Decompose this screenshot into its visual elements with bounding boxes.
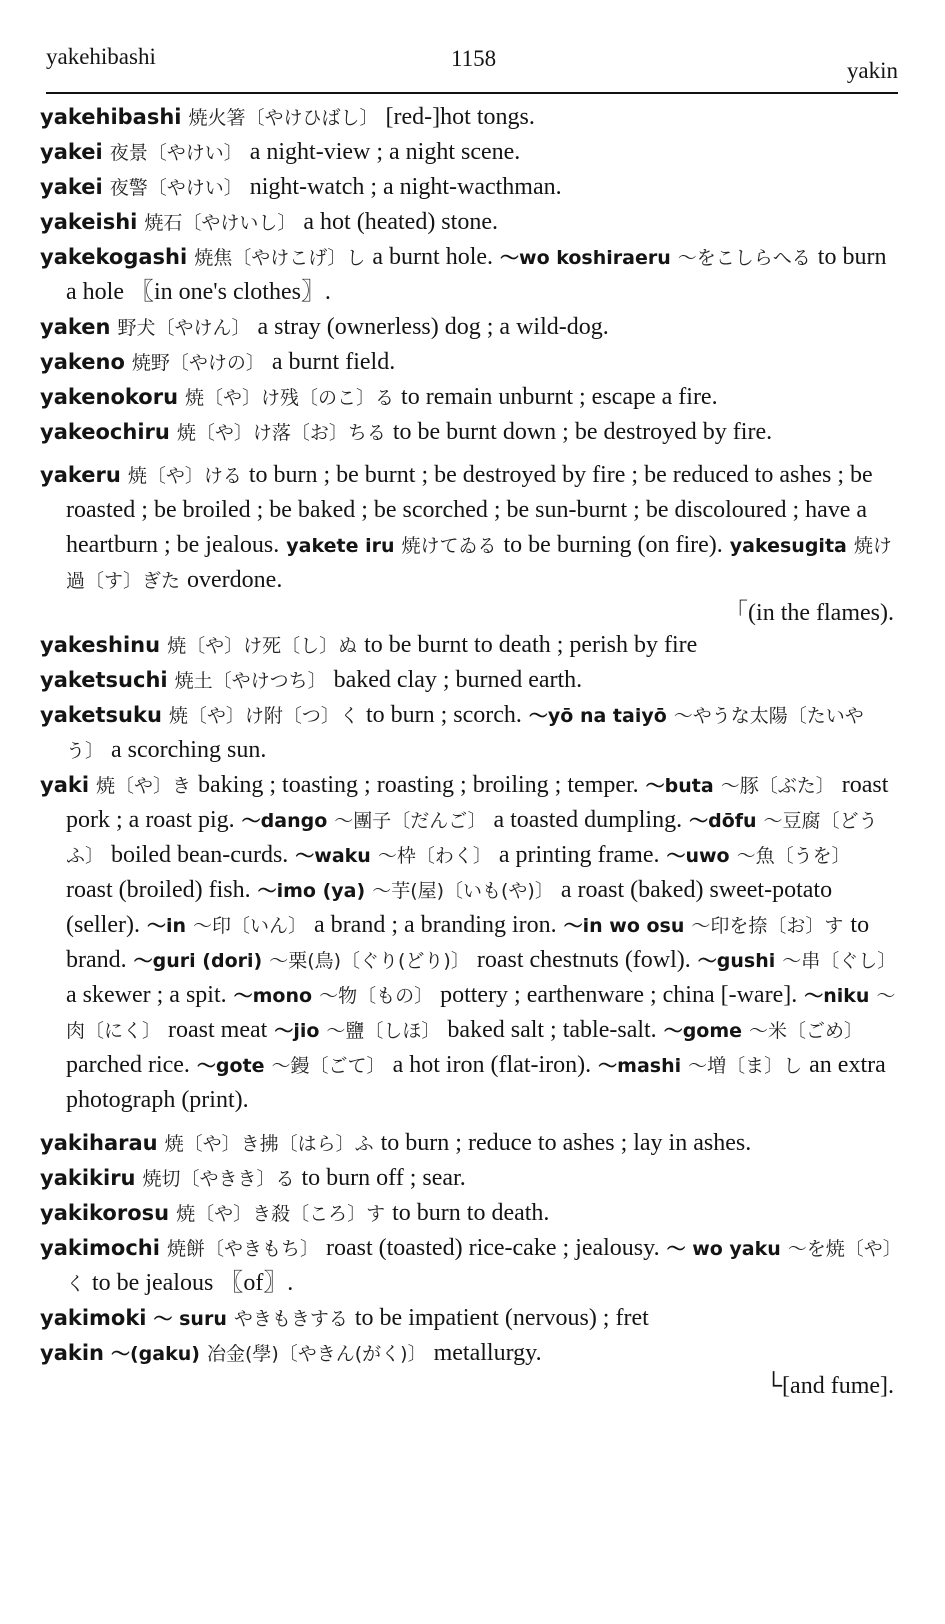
phrase-definition: roast meat bbox=[168, 1017, 268, 1043]
headword: yaketsuchi bbox=[40, 668, 168, 692]
headword: yakin bbox=[40, 1341, 104, 1365]
phrase-definition: a skewer ; a spit. bbox=[66, 982, 227, 1008]
japanese: 焼〔や〕き bbox=[96, 775, 192, 797]
phrase-japanese: ～肉〔にく〕 bbox=[66, 985, 896, 1042]
phrase: ～imo (ya) bbox=[257, 880, 366, 902]
entry bbox=[40, 458, 900, 628]
entry bbox=[40, 135, 900, 170]
phrase-japanese: ～豚〔ぶた〕 bbox=[720, 775, 835, 797]
phrase: ～mono bbox=[233, 985, 313, 1007]
phrase: ～in wo osu bbox=[563, 915, 685, 937]
phrase-japanese: ～串〔ぐし〕 bbox=[782, 950, 897, 972]
phrase-definition: roast chestnuts (fowl). bbox=[476, 947, 691, 973]
entry bbox=[40, 310, 900, 345]
entry bbox=[40, 205, 900, 240]
japanese: 焼餅〔やきもち〕 bbox=[166, 1238, 319, 1260]
japanese: 焼〔や〕ける bbox=[127, 465, 242, 487]
definition: baked clay ; burned earth. bbox=[333, 667, 583, 693]
japanese: 焼〔や〕け落〔お〕ちる bbox=[176, 422, 386, 444]
phrase: ～ suru bbox=[153, 1308, 227, 1330]
headword: yakei bbox=[40, 175, 103, 199]
page-number: 1158 bbox=[451, 46, 497, 71]
phrase-definition: to be jealous 〖of〗. bbox=[92, 1270, 294, 1296]
continuation-note: 「(in the flames). bbox=[724, 600, 894, 626]
phrase: ～waku bbox=[295, 845, 371, 867]
phrase-japanese: ～やうな太陽〔たいやう〕 bbox=[66, 705, 864, 762]
headword: yakiharau bbox=[40, 1131, 158, 1155]
definition: metallurgy. bbox=[433, 1340, 542, 1366]
phrase-japanese: ～芋(屋)〔いも(や)〕 bbox=[372, 880, 554, 902]
headword: yakimoki bbox=[40, 1306, 147, 1330]
japanese: 焼野〔やけの〕 bbox=[131, 352, 265, 374]
phrase: ～in bbox=[146, 915, 187, 937]
entry bbox=[40, 380, 900, 415]
headword: yakeochiru bbox=[40, 420, 170, 444]
phrase: ～uwo bbox=[666, 845, 730, 867]
entry bbox=[40, 100, 900, 135]
phrase-definition: roast pork ; a roast pig. bbox=[66, 772, 889, 833]
phrase-japanese: ～を焼〔や〕く bbox=[66, 1238, 893, 1295]
entry-list bbox=[40, 100, 900, 1401]
phrase: ～wo koshiraeru bbox=[500, 247, 671, 269]
definition: baking ; toasting ; roasting ; broiling ; temper. bbox=[198, 772, 639, 798]
phrase-definition: pottery ; earthenware ; china [-ware]. bbox=[440, 982, 798, 1008]
phrase-definition: boiled bean-curds. bbox=[111, 842, 289, 868]
entry bbox=[40, 768, 900, 1118]
definition: to burn to death. bbox=[392, 1200, 550, 1226]
phrase-definition: a hot iron (flat-iron). bbox=[392, 1052, 592, 1078]
japanese: 焼火箸〔やけひばし〕 bbox=[188, 107, 379, 129]
headword: yakenokoru bbox=[40, 385, 179, 409]
definition: a hot (heated) stone. bbox=[303, 209, 498, 235]
phrase: yakete iru bbox=[286, 535, 395, 557]
definition: to be burnt to death ; perish by fire bbox=[364, 632, 698, 658]
phrase-definition: parched rice. bbox=[66, 1052, 190, 1078]
definition: to burn ; reduce to ashes ; lay in ashes. bbox=[380, 1130, 752, 1156]
definition: roast (toasted) rice-cake ; jealousy. bbox=[325, 1235, 660, 1261]
japanese: 焼切〔やきき〕る bbox=[142, 1168, 295, 1190]
headword: yakikorosu bbox=[40, 1201, 170, 1225]
entry bbox=[40, 1161, 900, 1196]
headword: yakikiru bbox=[40, 1166, 136, 1190]
entry bbox=[40, 1336, 900, 1401]
japanese: 焼土〔やけつち〕 bbox=[174, 670, 327, 692]
definition: to burn off ; sear. bbox=[301, 1165, 466, 1191]
phrase-japanese: ～枠〔わく〕 bbox=[377, 845, 492, 867]
japanese: 夜景〔やけい〕 bbox=[109, 142, 243, 164]
phrase-definition: baked salt ; table-salt. bbox=[447, 1017, 657, 1043]
phrase: ～buta bbox=[645, 775, 714, 797]
entry bbox=[40, 1301, 900, 1336]
entry bbox=[40, 628, 900, 663]
phrase-definition: to burn a hole 〖in one's clothes〗. bbox=[66, 244, 887, 305]
headword: yakeshinu bbox=[40, 633, 161, 657]
phrase-japanese: ～鹽〔しほ〕 bbox=[326, 1020, 441, 1042]
headword: yakeru bbox=[40, 463, 121, 487]
phrase-japanese: ～魚〔うを〕 bbox=[736, 845, 851, 867]
definition: to remain unburnt ; escape a fire. bbox=[401, 384, 718, 410]
headword: yaki bbox=[40, 773, 90, 797]
phrase: ～(gaku) bbox=[110, 1343, 200, 1365]
japanese: やきもきする bbox=[233, 1308, 348, 1330]
phrase-japanese: ～米〔ごめ〕 bbox=[749, 1020, 864, 1042]
headword: yaken bbox=[40, 315, 111, 339]
japanese: 冶金(學)〔やきん(がく)〕 bbox=[206, 1343, 427, 1365]
definition: to burn ; be burnt ; be destroyed by fire ; be reduced to ashes ; be roasted ; be broiled ; be baked ; be scorched ; be sun-burnt ; be discoloured ; have a heartburn ; be jealous. bbox=[66, 462, 873, 558]
phrase-definition: a brand ; a branding iron. bbox=[314, 912, 557, 938]
definition: to be burnt down ; be destroyed by fire. bbox=[392, 419, 773, 445]
entry bbox=[40, 240, 900, 310]
phrase: ～jio bbox=[274, 1020, 320, 1042]
phrase-definition: roast (broiled) fish. bbox=[66, 877, 251, 903]
phrase: ～ wo yaku bbox=[666, 1238, 781, 1260]
continuation-note: └[and fume]. bbox=[765, 1373, 894, 1399]
phrase-definition: a printing frame. bbox=[498, 842, 660, 868]
phrase-japanese: ～栗(鳥)〔ぐり(どり)〕 bbox=[269, 950, 470, 972]
header-rule bbox=[46, 92, 898, 94]
japanese: 焼〔や〕き拂〔はら〕ふ bbox=[164, 1133, 374, 1155]
entry bbox=[40, 1231, 900, 1301]
entry bbox=[40, 1126, 900, 1161]
phrase: ～niku bbox=[804, 985, 870, 1007]
phrase-japanese: ～印〔いん〕 bbox=[193, 915, 308, 937]
japanese: 野犬〔やけん〕 bbox=[117, 317, 251, 339]
japanese: 焼〔や〕け附〔つ〕く bbox=[168, 705, 359, 727]
phrase-japanese: ～増〔ま〕し bbox=[688, 1055, 803, 1077]
headword: yakei bbox=[40, 140, 103, 164]
definition: night-watch ; a night-wacthman. bbox=[249, 174, 562, 200]
header-last-word: yakin bbox=[846, 58, 898, 83]
phrase-japanese: ～豆腐〔どうふ〕 bbox=[66, 810, 878, 867]
phrase-japanese: 焼けてゐる bbox=[401, 535, 497, 557]
phrase-definition: a scorching sun. bbox=[111, 737, 267, 763]
header-first-word: yakehibashi bbox=[46, 44, 156, 69]
japanese: 焼石〔やけいし〕 bbox=[144, 212, 297, 234]
definition: a stray (ownerless) dog ; a wild-dog. bbox=[257, 314, 609, 340]
japanese: 焼〔や〕け残〔のこ〕る bbox=[185, 387, 395, 409]
definition: a burnt field. bbox=[271, 349, 396, 375]
phrase: ～gushi bbox=[697, 950, 776, 972]
japanese: 焼〔や〕け死〔し〕ぬ bbox=[167, 635, 358, 657]
entry bbox=[40, 415, 900, 450]
headword: yakekogashi bbox=[40, 245, 188, 269]
phrase-japanese: 焼け過〔す〕ぎた bbox=[66, 535, 892, 592]
phrase-japanese: ～鏝〔ごて〕 bbox=[271, 1055, 386, 1077]
entry bbox=[40, 1196, 900, 1231]
headword: yakehibashi bbox=[40, 105, 182, 129]
definition: [red-]hot tongs. bbox=[385, 104, 535, 130]
entry bbox=[40, 698, 900, 768]
page-header bbox=[46, 38, 898, 83]
phrase-definition: to be burning (on fire). bbox=[503, 532, 723, 558]
entry bbox=[40, 345, 900, 380]
definition: a night-view ; a night scene. bbox=[249, 139, 521, 165]
phrase: ～dōfu bbox=[689, 810, 757, 832]
phrase-definition: to brand. bbox=[66, 912, 870, 973]
phrase: ～dango bbox=[241, 810, 328, 832]
definition: to burn ; scorch. bbox=[365, 702, 522, 728]
entry bbox=[40, 170, 900, 205]
phrase: ～yō na taiyō bbox=[528, 705, 667, 727]
phrase: ～gote bbox=[196, 1055, 265, 1077]
definition: a burnt hole. bbox=[372, 244, 494, 270]
phrase-definition: a roast (baked) sweet-potato (seller). bbox=[66, 877, 833, 938]
phrase-definition: an extra photograph (print). bbox=[66, 1052, 886, 1113]
headword: yakimochi bbox=[40, 1236, 160, 1260]
phrase-japanese: ～團子〔だんご〕 bbox=[334, 810, 487, 832]
phrase-japanese: ～をこしらへる bbox=[677, 247, 811, 269]
entry bbox=[40, 663, 900, 698]
japanese: 焼焦〔やけこげ〕し bbox=[194, 247, 366, 269]
japanese: 夜警〔やけい〕 bbox=[109, 177, 243, 199]
japanese: 焼〔や〕き殺〔ころ〕す bbox=[176, 1203, 386, 1225]
definition: to be impatient (nervous) ; fret bbox=[354, 1305, 649, 1331]
phrase: ～gome bbox=[663, 1020, 743, 1042]
headword: yakeishi bbox=[40, 210, 138, 234]
phrase-japanese: ～物〔もの〕 bbox=[319, 985, 434, 1007]
phrase-definition: a toasted dumpling. bbox=[493, 807, 683, 833]
phrase-definition: overdone. bbox=[187, 567, 283, 593]
phrase: ～mashi bbox=[598, 1055, 682, 1077]
phrase: ～guri (dori) bbox=[133, 950, 263, 972]
phrase-japanese: ～印を捺〔お〕す bbox=[691, 915, 844, 937]
headword: yaketsuku bbox=[40, 703, 162, 727]
headword: yakeno bbox=[40, 350, 125, 374]
phrase: yakesugita bbox=[729, 535, 847, 557]
